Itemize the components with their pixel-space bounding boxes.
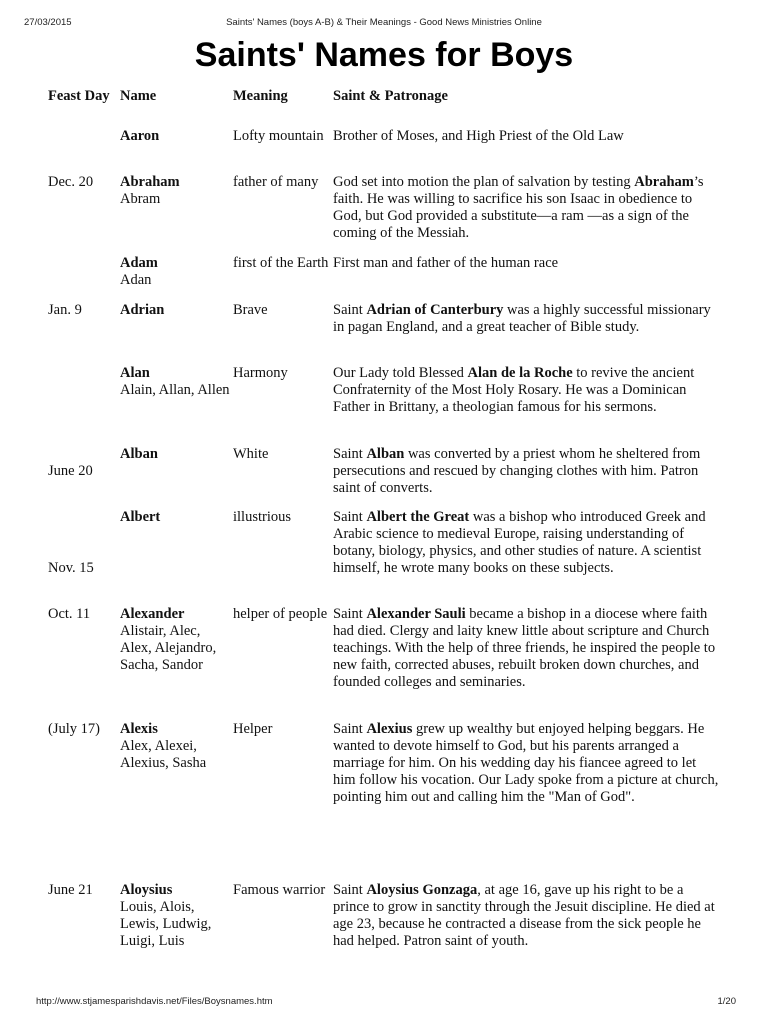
saint-patronage-cell bbox=[333, 509, 721, 606]
saint-name: Alexander bbox=[120, 606, 185, 622]
feast-day-cell: Nov. 15 bbox=[48, 560, 94, 576]
name-cell bbox=[120, 365, 233, 446]
saint-text: Our Lady told Blessed bbox=[333, 365, 468, 381]
saint-patronage-cell bbox=[333, 721, 721, 882]
table-row bbox=[48, 302, 748, 365]
print-footer bbox=[0, 996, 768, 1010]
saint-highlight: Albert the Great bbox=[366, 509, 470, 525]
meaning-cell: Brave bbox=[233, 302, 268, 318]
saint-patronage-cell bbox=[333, 365, 721, 446]
saint-text: First man and father of the human race bbox=[333, 255, 559, 271]
saint-highlight: Aloysius Gonzaga bbox=[366, 882, 478, 898]
saint-text: was converted by a priest whom he sheltered from persecutions and rescued by changing clothes with him. Patron saint of converts. bbox=[333, 446, 701, 496]
saint-name: Alan bbox=[120, 365, 150, 381]
table-row bbox=[48, 255, 748, 302]
name-cell bbox=[120, 128, 233, 174]
print-url: http://www.stjamesparishdavis.net/Files/Boysnames.htm bbox=[36, 996, 273, 1007]
table-row bbox=[48, 721, 748, 882]
saint-highlight: Adrian of Canterbury bbox=[366, 302, 504, 318]
name-cell bbox=[120, 606, 233, 721]
saint-name: Alexis bbox=[120, 721, 158, 737]
saint-text: Brother of Moses, and High Priest of the Old Law bbox=[333, 128, 624, 144]
meaning-cell: Helper bbox=[233, 721, 273, 737]
alternate-names: Abram bbox=[120, 191, 161, 207]
saint-highlight: Alban bbox=[366, 446, 405, 462]
print-page-title: Saints' Names (boys A-B) & Their Meanings - Good News Ministries Online bbox=[226, 17, 542, 28]
saint-name: Albert bbox=[120, 509, 161, 525]
meaning-cell: Lofty mountain bbox=[233, 128, 324, 144]
name-cell bbox=[120, 721, 233, 882]
saint-highlight: Alexander Sauli bbox=[366, 606, 466, 622]
feast-day-cell: Dec. 20 bbox=[48, 174, 94, 190]
saint-text: became a bishop in a diocese where faith had died. Clergy and laity knew little about scripture and Church teachings. With the help of three friends, he inspired the people to new faith, corrected abuses, rebuilt broken down churches, and founded colleges and seminaries. bbox=[333, 606, 716, 690]
saint-text: was a bishop who introduced Greek and Arabic science to medieval Europe, raising understanding of botany, biology, physics, and other studies of nature. A scientist himself, he wrote many books on these subjects. bbox=[333, 509, 706, 576]
name-cell bbox=[120, 302, 233, 365]
name-cell bbox=[120, 174, 233, 255]
feast-day-cell: Oct. 11 bbox=[48, 606, 91, 622]
saint-patronage-cell bbox=[333, 302, 721, 365]
print-page-number: 1/20 bbox=[717, 996, 736, 1007]
saint-text: to revive the ancient Confraternity of the Most Holy Rosary. He was a Dominican Father in Brittany, a theologian famous for his sermons. bbox=[333, 365, 695, 415]
header-meaning: Meaning bbox=[233, 88, 288, 104]
saint-patronage-cell bbox=[333, 606, 721, 721]
saint-name: Aaron bbox=[120, 128, 160, 144]
feast-day-cell: June 21 bbox=[48, 882, 93, 898]
alternate-names: Alain, Allan, Allen bbox=[120, 382, 230, 398]
table-row bbox=[48, 365, 748, 446]
saint-text: God set into motion the plan of salvation by testing bbox=[333, 174, 635, 190]
alternate-names: Louis, Alois, Lewis, Ludwig, Luigi, Luis bbox=[120, 899, 212, 949]
saint-patronage-cell bbox=[333, 882, 721, 962]
saint-text: Saint bbox=[333, 302, 367, 318]
meaning-cell: White bbox=[233, 446, 269, 462]
alternate-names: Alex, Alexei, Alexius, Sasha bbox=[120, 738, 207, 771]
saint-text: Saint bbox=[333, 606, 367, 622]
table-row bbox=[48, 606, 748, 721]
table-header-row bbox=[48, 88, 748, 128]
meaning-cell: first of the Earth bbox=[233, 255, 329, 271]
saint-name: Adam bbox=[120, 255, 158, 271]
table-row bbox=[48, 128, 748, 174]
saint-text: Saint bbox=[333, 446, 367, 462]
saint-highlight: Alan de la Roche bbox=[467, 365, 573, 381]
header-feast-day: Feast Day bbox=[48, 88, 110, 104]
meaning-cell: helper of people bbox=[233, 606, 328, 622]
table-row bbox=[48, 446, 748, 509]
saint-text: grew up wealthy but enjoyed helping beggars. He wanted to devote himself to God, but his parents arranged a marriage for him. On his wedding day his fiancee agreed to let him follow his vocation. Our Lady spoke from a picture at church, pointing him out and calling him the "Man of God". bbox=[333, 721, 719, 805]
saint-text: Saint bbox=[333, 721, 367, 737]
saint-text: ’s faith. He was willing to sacrifice his son Isaac in obedience to God, but God provided a substitute—a ram —as a sign of the coming of the Messiah. bbox=[333, 174, 704, 241]
feast-day-cell: June 20 bbox=[48, 463, 93, 479]
saint-highlight: Alexius bbox=[366, 721, 413, 737]
print-header bbox=[0, 17, 768, 31]
saint-patronage-cell bbox=[333, 255, 721, 302]
saint-name: Alban bbox=[120, 446, 158, 462]
meaning-cell: Harmony bbox=[233, 365, 288, 381]
meaning-cell: Famous warrior bbox=[233, 882, 326, 898]
saint-patronage-cell bbox=[333, 174, 721, 255]
saint-text: was a highly successful missionary in pagan England, and a great teacher of Bible study. bbox=[333, 302, 711, 335]
feast-day-cell bbox=[48, 255, 120, 302]
saints-names-table bbox=[48, 88, 748, 962]
header-saint-patronage: Saint & Patronage bbox=[333, 88, 448, 104]
feast-day-cell: Jan. 9 bbox=[48, 302, 82, 318]
feast-day-cell: (July 17) bbox=[48, 721, 100, 737]
saint-text: , at age 16, gave up his right to be a prince to grow in sanctity through the Jesuit discipline. He died at age 23, because he contracted a disease from the sick people he had helped. Patron saint of youth. bbox=[333, 882, 715, 949]
alternate-names: Adan bbox=[120, 272, 152, 288]
saint-name: Adrian bbox=[120, 302, 165, 318]
saint-text: Saint bbox=[333, 509, 367, 525]
print-date: 27/03/2015 bbox=[24, 17, 72, 28]
meaning-cell: father of many bbox=[233, 174, 319, 190]
saint-patronage-cell bbox=[333, 128, 721, 174]
page-title: Saints' Names for Boys bbox=[194, 36, 574, 74]
saint-name: Abraham bbox=[120, 174, 180, 190]
table-row bbox=[48, 174, 748, 255]
feast-day-cell bbox=[48, 365, 120, 446]
name-cell bbox=[120, 509, 233, 606]
saint-patronage-cell bbox=[333, 446, 721, 509]
feast-day-cell bbox=[48, 128, 120, 174]
saint-highlight: Abraham bbox=[634, 174, 694, 190]
name-cell bbox=[120, 882, 233, 962]
header-name: Name bbox=[120, 88, 157, 104]
saint-text: Saint bbox=[333, 882, 367, 898]
saint-name: Aloysius bbox=[120, 882, 173, 898]
meaning-cell: illustrious bbox=[233, 509, 292, 525]
table-row bbox=[48, 882, 748, 962]
name-cell bbox=[120, 446, 233, 509]
table-row bbox=[48, 509, 748, 606]
alternate-names: Alistair, Alec, Alex, Alejandro, Sacha, Sandor bbox=[120, 623, 217, 673]
name-cell bbox=[120, 255, 233, 302]
